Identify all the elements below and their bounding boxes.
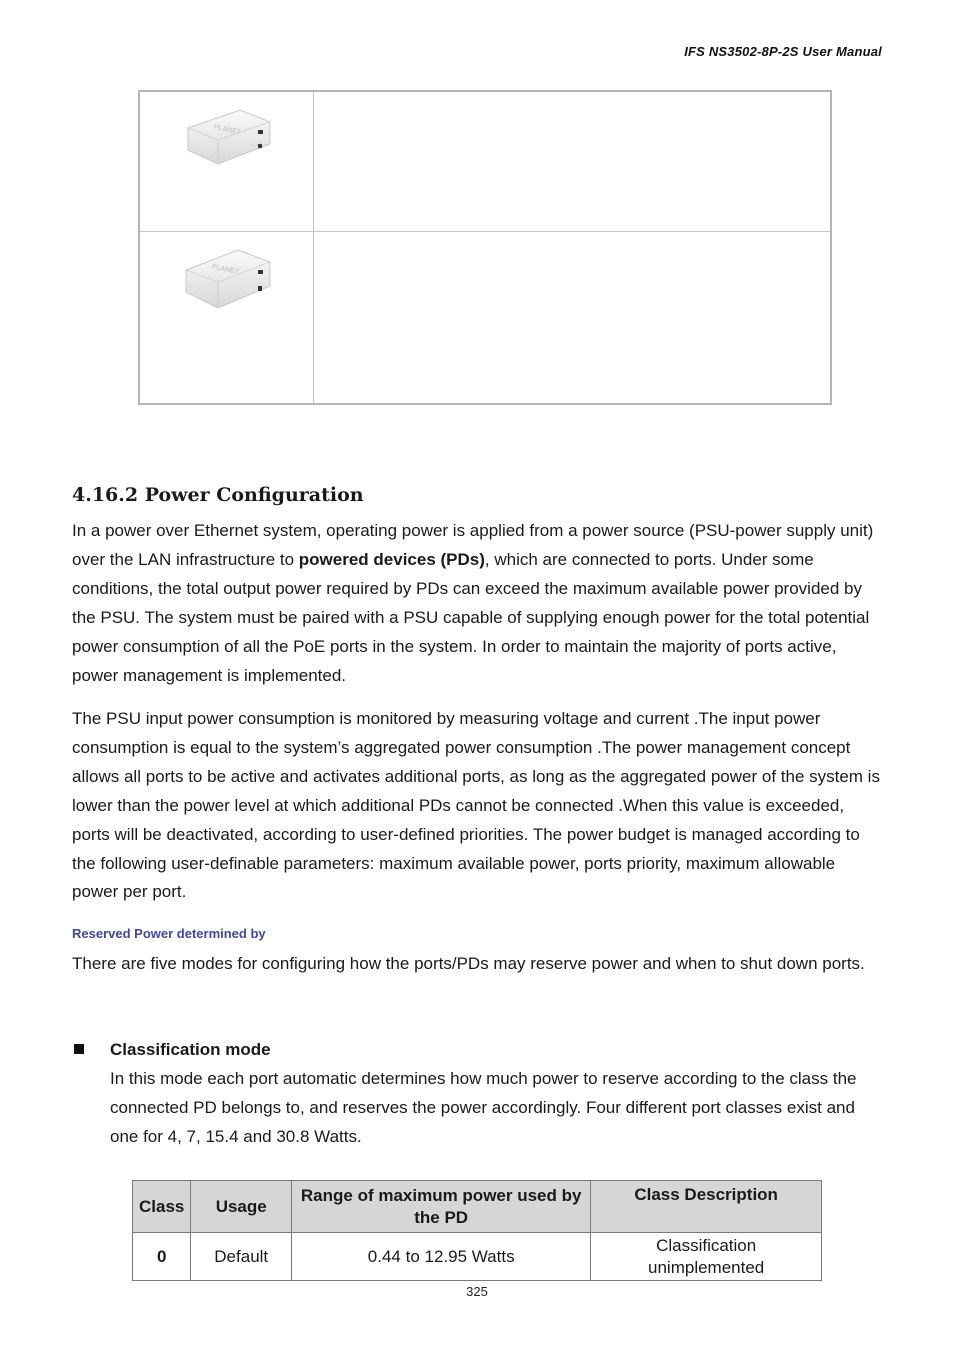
device-image-cell — [140, 92, 314, 231]
table-row — [133, 1233, 822, 1281]
page-number: 325 — [466, 1284, 488, 1299]
intro-bold-term: powered devices (PDs) — [298, 549, 485, 569]
device-row — [140, 231, 830, 404]
bullet-body: In this mode each port automatic determines how much power to reserve according to the class the connected PD belongs to, and reserves the power accordingly. Four different port classes exist and one for 4, 7, 15.4 and 30.8 Watts. — [110, 1069, 857, 1146]
table-cell: Classification unimplemented — [591, 1233, 822, 1281]
modes-paragraph: There are five modes for configuring how the ports/PDs may reserve power and when to shut down ports. — [72, 954, 865, 973]
device-row — [140, 92, 830, 231]
section-heading: 4.16.2 Power Configuration — [72, 484, 364, 506]
column-header: Class Description — [591, 1181, 822, 1233]
intro-paragraph — [72, 517, 884, 690]
svg-text:PLANET: PLANET — [211, 263, 240, 276]
column-header: Class — [133, 1181, 191, 1233]
poe-device-image — [180, 240, 276, 312]
table-cell: Default — [191, 1233, 292, 1281]
column-header: Usage — [191, 1181, 292, 1233]
square-bullet-icon — [74, 1044, 84, 1054]
document-header: IFS NS3502-8P-2S User Manual — [684, 44, 882, 59]
intro-text-continued: , which are connected to ports. Under some conditions, the total output power required by PDs can exceed the maximum available power provided by the PSU. The system must be paired with a PSU capable of supplying enough power for the total potential power consumption of all the PoE ports in the system. In order to maintain the majority of ports active, power management is implemented. — [72, 549, 870, 685]
reserved-power-subheading: Reserved Power determined by — [72, 926, 266, 941]
table-cell: 0.44 to 12.95 Watts — [292, 1233, 591, 1281]
intro-text: In a power over Ethernet system, operating power is applied from a power source (PSU-power supply unit) over the LAN infrastructure to — [72, 521, 874, 569]
column-header: Range of maximum power used by the PD — [292, 1181, 591, 1233]
device-image-cell — [140, 232, 314, 404]
bullet-title: Classification mode — [110, 1040, 271, 1059]
poe-class-table — [132, 1180, 822, 1281]
device-table — [138, 90, 832, 405]
poe-device-image — [180, 100, 276, 172]
power-management-paragraph: The PSU input power consumption is monitored by measuring voltage and current .The input power consumption is equal to the system’s aggregated power consumption .The power management concept allows all ports to be active and activates additional ports, as long as the aggregated power of the system is lower than the power level at which additional PDs cannot be connected .When this value is exceeded, ports will be deactivated, according to user-defined priorities. The power budget is managed according to the following user-definable parameters: maximum available power, ports priority, maximum allowable power per port. — [72, 709, 880, 902]
table-header-row — [133, 1181, 822, 1233]
table-cell: 0 — [133, 1233, 191, 1281]
svg-text:PLANET: PLANET — [213, 123, 242, 137]
